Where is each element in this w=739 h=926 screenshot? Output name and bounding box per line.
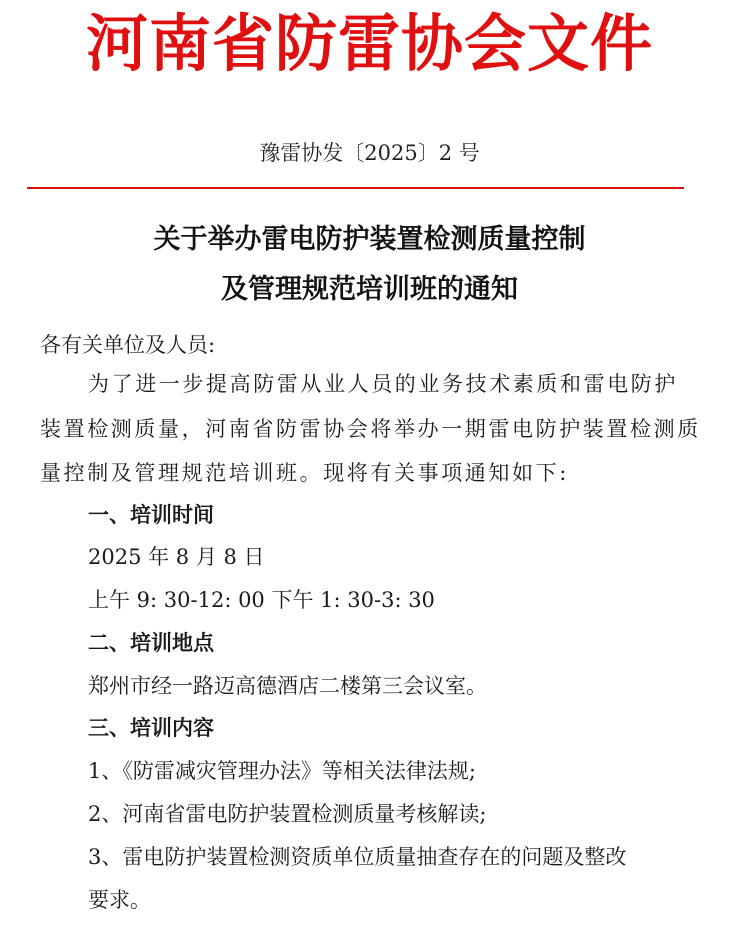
intro-paragraph-line-3: 量控制及管理规范培训班。现将有关事项通知如下:: [40, 461, 569, 485]
training-time: 上午 9: 30-12: 00 下午 1: 30-3: 30: [88, 588, 435, 612]
content-item-3-line-2: 要求。: [88, 888, 151, 912]
content-item-3-line-1: 3、雷电防护装置检测资质单位质量抽查存在的问题及整改: [88, 845, 627, 869]
training-location: 郑州市经一路迈高德酒店二楼第三会议室。: [88, 674, 487, 698]
red-divider-line: [27, 187, 684, 189]
section-heading-location: 二、培训地点: [88, 631, 214, 655]
intro-paragraph-line-1: 为了进一步提高防雷从业人员的业务技术素质和雷电防护: [88, 372, 678, 396]
salutation: 各有关单位及人员:: [40, 333, 216, 357]
intro-paragraph-line-2: 装置检测质量，河南省防雷协会将举办一期雷电防护装置检测质: [40, 417, 701, 441]
document-header-title: 河南省防雷协会文件: [85, 7, 653, 80]
notice-title-line-1: 关于举办雷电防护装置检测质量控制: [153, 224, 586, 255]
section-heading-content: 三、培训内容: [88, 716, 214, 740]
document-number: 豫雷协发〔2025〕2 号: [259, 141, 480, 165]
content-item-2: 2、河南省雷电防护装置检测质量考核解读;: [88, 802, 487, 826]
content-item-1: 1、《防雷减灾管理办法》等相关法律法规;: [88, 759, 476, 783]
training-date: 2025 年 8 月 8 日: [88, 545, 265, 569]
notice-title-line-2: 及管理规范培训班的通知: [221, 274, 518, 305]
section-heading-time: 一、培训时间: [88, 503, 214, 527]
